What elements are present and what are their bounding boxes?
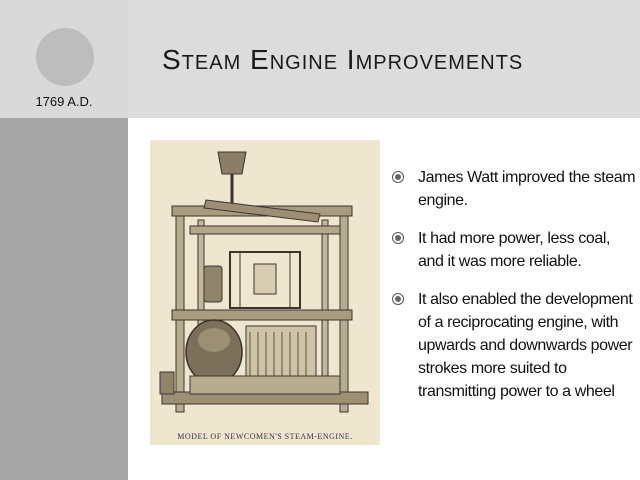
slide-title: Steam Engine Improvements bbox=[162, 44, 524, 75]
decorative-circle-icon bbox=[36, 28, 94, 86]
sidebar-lower-band bbox=[0, 118, 128, 480]
bullet-item bbox=[392, 288, 638, 403]
date-label: 1769 A.D. bbox=[35, 94, 93, 109]
image-caption: MODEL OF NEWCOMEN'S STEAM-ENGINE. bbox=[177, 432, 353, 441]
circle-bullet-icon bbox=[392, 232, 404, 244]
header-divider bbox=[128, 118, 640, 122]
circle-bullet-icon bbox=[392, 171, 404, 183]
bullet-text: It also enabled the development of a reciprocating engine, with upwards and downwards power strokes more suited to transmitting power to a wheel bbox=[418, 291, 633, 400]
bullet-item bbox=[392, 166, 638, 212]
steam-engine-engraving bbox=[150, 140, 380, 445]
bullet-item bbox=[392, 227, 638, 273]
bullet-list bbox=[392, 166, 638, 418]
bullet-text: It had more power, less coal, and it was more reliable. bbox=[418, 230, 611, 270]
bullet-text: James Watt improved the steam engine. bbox=[418, 169, 636, 209]
circle-bullet-icon bbox=[392, 293, 404, 305]
